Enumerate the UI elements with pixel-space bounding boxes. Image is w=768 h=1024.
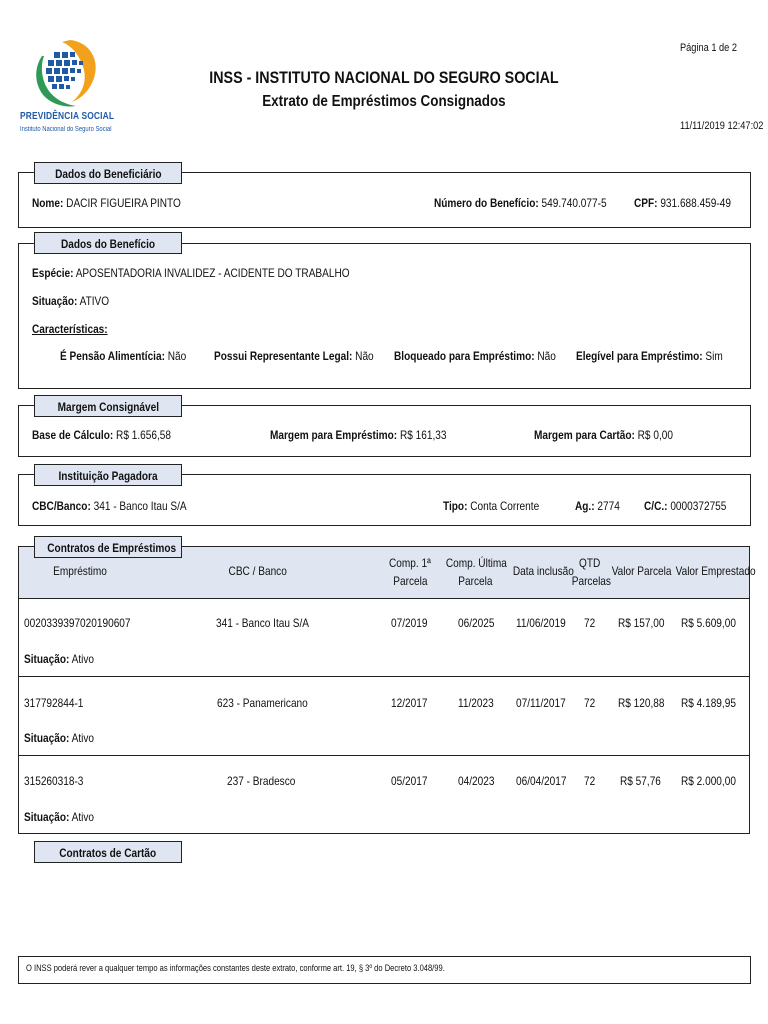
- col-banco: CBC / Banco: [228, 564, 288, 578]
- col-valor-parcela: Valor Parcela: [611, 564, 672, 578]
- page-subtitle: Extrato de Empréstimos Consignados: [262, 93, 506, 110]
- row-comp-ultima: 06/2025: [458, 616, 495, 630]
- row-emprestimo: 0020339397020190607: [24, 616, 131, 630]
- col-qtd-parcelas: QTD Parcelas: [571, 556, 611, 588]
- col-data-inclusao: Data inclusão: [512, 564, 574, 578]
- col-comp1: Comp. 1ª Parcela: [389, 556, 431, 588]
- numero-beneficio-value: 549.740.077-5: [541, 196, 607, 210]
- row-comp-ultima: 04/2023: [458, 774, 495, 788]
- row-comp1: 05/2017: [391, 774, 428, 788]
- margem-emprestimo-value: R$ 161,33: [399, 428, 447, 442]
- row-emprestimo: 315260318-3: [24, 774, 84, 788]
- col-comp-ultima: Comp. Última Parcela: [445, 556, 507, 588]
- nome-label: Nome:: [32, 196, 64, 210]
- row-banco: 237 - Bradesco: [227, 774, 296, 788]
- base-calculo-value: R$ 1.656,58: [116, 428, 171, 442]
- margem-cartao-label: Margem para Cartão:: [534, 428, 635, 442]
- representante-label: Possui Representante Legal:: [214, 349, 353, 363]
- conta-label: C/C.:: [644, 499, 668, 513]
- report-datetime: 11/11/2019 12:47:02: [680, 120, 764, 132]
- row-qtd: 72: [584, 774, 596, 788]
- contratos-tag: Contratos de Empréstimos: [34, 536, 182, 558]
- pensao-value: Não: [167, 349, 187, 363]
- row-situacao: Ativo: [71, 731, 95, 745]
- row-valor-parcela: R$ 57,76: [620, 774, 661, 788]
- previdencia-logo: [20, 38, 115, 138]
- elegivel-value: Sim: [705, 349, 723, 363]
- representante-value: Não: [355, 349, 374, 363]
- tipo-conta-value: Conta Corrente: [470, 499, 540, 513]
- row-banco: 623 - Panamericano: [217, 696, 308, 710]
- logo-subtitle: Instituto Nacional do Seguro Social: [20, 126, 112, 133]
- agencia-value: 2774: [597, 499, 620, 513]
- row-comp1: 12/2017: [391, 696, 428, 710]
- beneficio-section: [18, 243, 751, 389]
- row-data-inclusao: 11/06/2019: [516, 616, 566, 630]
- row-banco: 341 - Banco Itau S/A: [216, 616, 310, 630]
- row-comp1: 07/2019: [391, 616, 428, 630]
- conta-value: 0000372755: [670, 499, 727, 513]
- nome-value: DACIR FIGUEIRA PINTO: [66, 196, 181, 210]
- row-valor-emprestado: R$ 4.189,95: [681, 696, 736, 710]
- row-comp-ultima: 11/2023: [458, 696, 494, 710]
- col-valor-emprestado: Valor Emprestado: [675, 564, 756, 578]
- cpf-label: CPF:: [634, 196, 658, 210]
- caracteristicas-label: Características:: [32, 322, 108, 336]
- beneficio-tag: Dados do Benefício: [34, 232, 182, 254]
- instituicao-tag: Instituição Pagadora: [34, 464, 182, 486]
- row-situacao: Ativo: [71, 810, 95, 824]
- page-title: INSS - INSTITUTO NACIONAL DO SEGURO SOCIAL: [209, 68, 559, 87]
- row-situacao: Ativo: [71, 652, 95, 666]
- bloqueado-value: Não: [537, 349, 556, 363]
- especie-value: APOSENTADORIA INVALIDEZ - ACIDENTE DO TRABALHO: [75, 266, 350, 280]
- page-number: Página 1 de 2: [680, 42, 738, 54]
- row-qtd: 72: [584, 696, 596, 710]
- row-valor-emprestado: R$ 5.609,00: [681, 616, 736, 630]
- cartao-tag: Contratos de Cartão: [34, 841, 182, 863]
- footer-note: O INSS poderá rever a qualquer tempo as informações constantes deste extrato, conforme art. 19, § 3º do Decreto 3.048/99.: [26, 963, 445, 973]
- pensao-label: É Pensão Alimentícia:: [60, 349, 165, 363]
- cbc-banco-value: 341 - Banco Itau S/A: [93, 499, 187, 513]
- cbc-banco-label: CBC/Banco:: [32, 499, 91, 513]
- row-data-inclusao: 06/04/2017: [516, 774, 567, 788]
- cpf-value: 931.688.459-49: [660, 196, 731, 210]
- beneficiario-tag: Dados do Beneficiário: [34, 162, 182, 184]
- elegivel-label: Elegível para Empréstimo:: [576, 349, 703, 363]
- margem-tag: Margem Consignável: [34, 395, 182, 417]
- row-valor-parcela: R$ 157,00: [618, 616, 665, 630]
- numero-beneficio-label: Número do Benefício:: [434, 196, 539, 210]
- tipo-conta-label: Tipo:: [443, 499, 468, 513]
- row-valor-emprestado: R$ 2.000,00: [681, 774, 736, 788]
- logo-brand: PREVIDÊNCIA SOCIAL: [20, 111, 115, 122]
- situacao-beneficio-label: Situação:: [32, 294, 78, 308]
- row-situacao-label: Situação:: [24, 810, 70, 824]
- bloqueado-label: Bloqueado para Empréstimo:: [394, 349, 535, 363]
- margem-cartao-value: R$ 0,00: [637, 428, 673, 442]
- col-emprestimo: Empréstimo: [53, 564, 107, 578]
- row-qtd: 72: [584, 616, 596, 630]
- row-data-inclusao: 07/11/2017: [516, 696, 566, 710]
- margem-emprestimo-label: Margem para Empréstimo:: [270, 428, 398, 442]
- base-calculo-label: Base de Cálculo:: [32, 428, 114, 442]
- row-situacao-label: Situação:: [24, 731, 70, 745]
- row-valor-parcela: R$ 120,88: [618, 696, 665, 710]
- row-emprestimo: 317792844-1: [24, 696, 84, 710]
- situacao-beneficio-value: ATIVO: [79, 294, 110, 308]
- especie-label: Espécie:: [32, 266, 74, 280]
- row-situacao-label: Situação:: [24, 652, 70, 666]
- agencia-label: Ag.:: [575, 499, 595, 513]
